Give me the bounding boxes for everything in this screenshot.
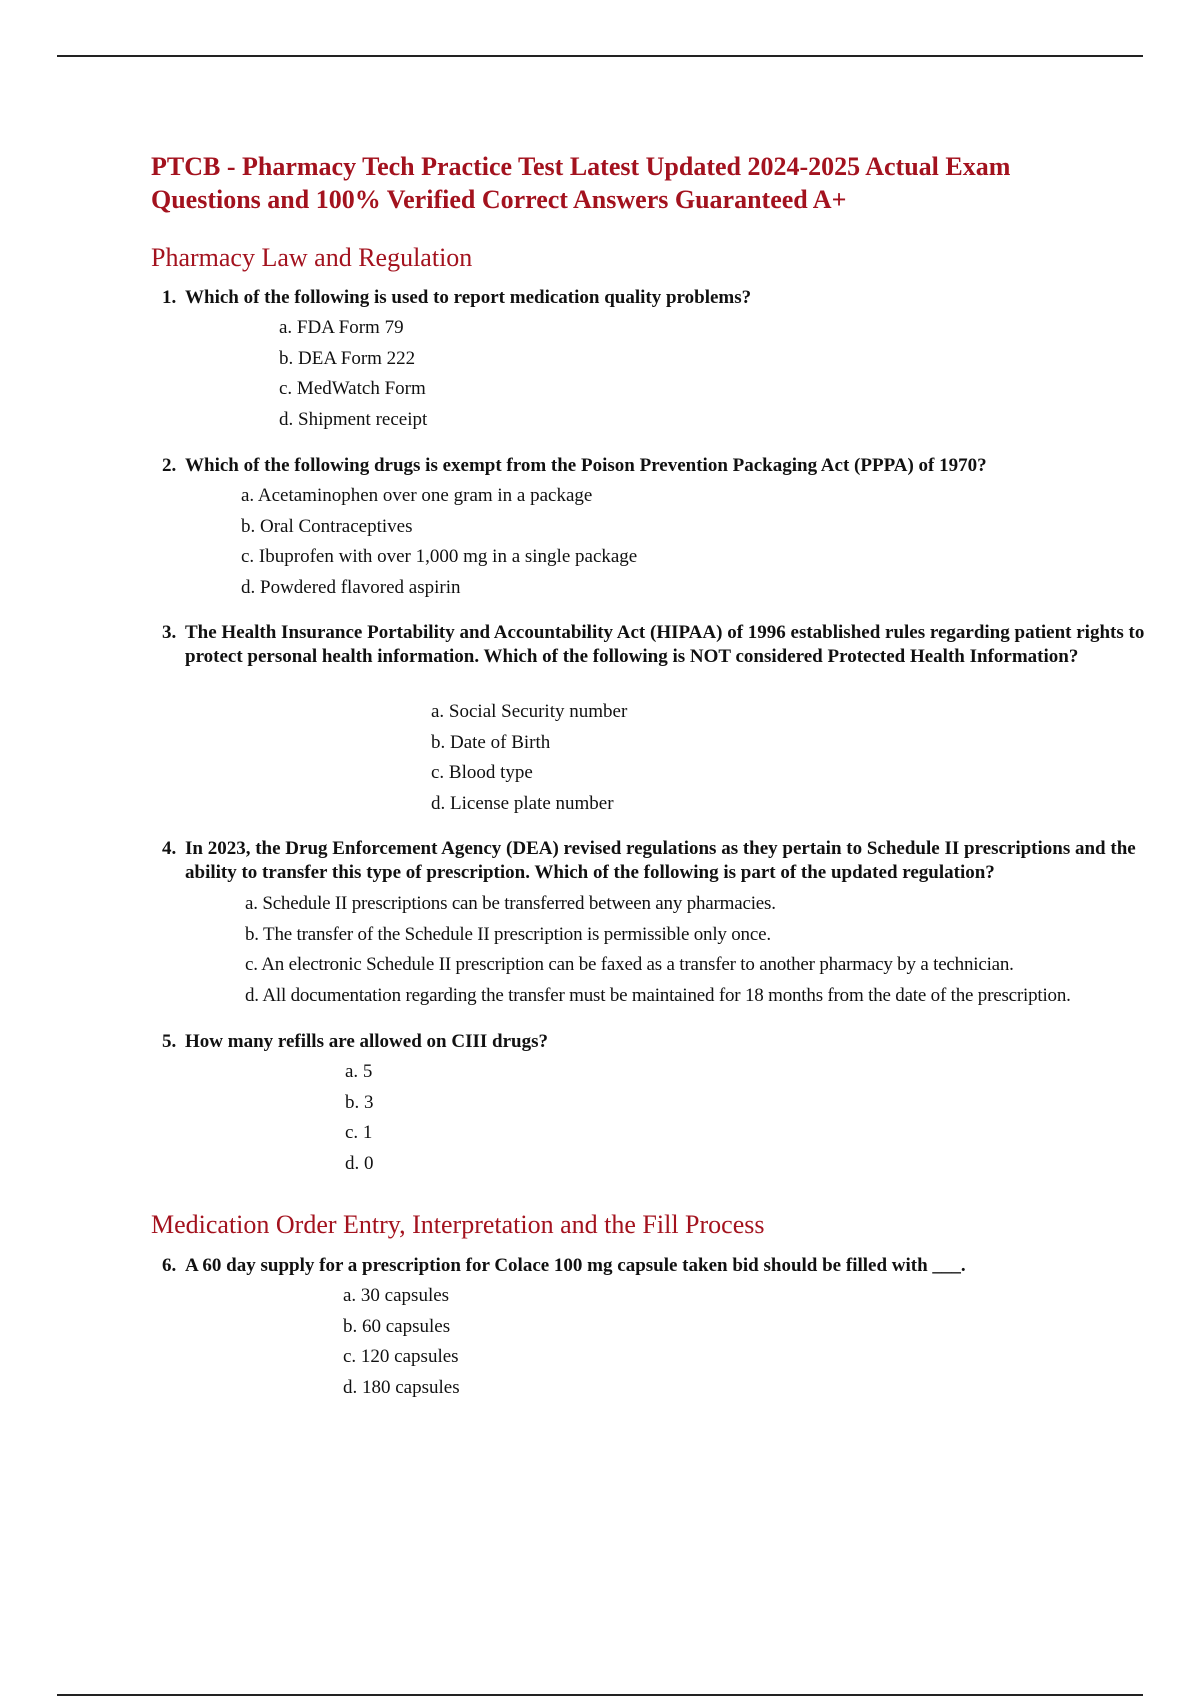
option-a: a. FDA Form 79 — [279, 317, 404, 338]
question-2 — [162, 454, 1142, 478]
question-number: 3. — [162, 622, 177, 643]
question-5-options — [345, 1057, 374, 1179]
option-b: b. 3 — [345, 1091, 374, 1113]
question-text: How many refills are allowed on CIII drugs? — [185, 1031, 548, 1052]
question-2-options — [241, 481, 637, 603]
question-text: Which of the following is used to report medication quality problems? — [185, 287, 752, 308]
option-d: d. 180 capsules — [343, 1376, 460, 1398]
question-text: A 60 day supply for a prescription for Colace 100 mg capsule taken bid should be filled with ___. — [185, 1255, 966, 1276]
option-b: b. 60 capsules — [343, 1315, 451, 1337]
question-5 — [162, 1030, 1142, 1054]
option-a: a. Acetaminophen over one gram in a package — [241, 485, 593, 506]
section-heading-medication-order-entry: Medication Order Entry, Interpretation and the Fill Process — [151, 1210, 765, 1239]
question-number: 2. — [162, 455, 177, 476]
question-text: The Health Insurance Portability and Accountability Act (HIPAA) of 1996 established rules regarding patient rights to protect personal health information. Which of the following is NOT considered Protected Health Information? — [185, 622, 1145, 667]
option-c: c. Ibuprofen with over 1,000 mg in a single package — [241, 546, 638, 567]
question-number: 4. — [162, 838, 177, 859]
option-b: b. Date of Birth — [431, 731, 551, 753]
question-1-options — [279, 313, 427, 435]
question-number: 5. — [162, 1031, 177, 1052]
question-3-options — [431, 697, 627, 819]
question-1 — [162, 286, 1142, 310]
question-text: Which of the following drugs is exempt from the Poison Prevention Packaging Act (PPPA) of 1970? — [185, 455, 987, 476]
option-c: c. An electronic Schedule II prescription can be faxed as a transfer to another pharmacy by a technician. — [245, 954, 1014, 975]
option-c: c. Blood type — [431, 762, 533, 783]
question-6 — [162, 1254, 1142, 1278]
top-rule — [57, 55, 1143, 57]
option-d: d. Shipment receipt — [279, 408, 428, 430]
bottom-rule — [57, 1694, 1143, 1696]
option-b: b. The transfer of the Schedule II prescription is permissible only once. — [245, 923, 771, 945]
option-c: c. MedWatch Form — [279, 378, 426, 399]
question-number: 6. — [162, 1255, 177, 1276]
question-6-options — [343, 1281, 460, 1403]
option-a: a. 30 capsules — [343, 1285, 450, 1306]
option-c: c. 120 capsules — [343, 1346, 459, 1367]
option-d: d. 0 — [345, 1152, 374, 1174]
option-d: d. Powdered flavored aspirin — [241, 576, 461, 598]
question-3 — [162, 621, 1180, 669]
question-text: In 2023, the Drug Enforcement Agency (DEA) revised regulations as they pertain to Schedule II prescriptions and the ability to transfer this type of prescription. Which of the following is part of the updated regulation? — [185, 838, 1136, 883]
option-b: b. DEA Form 222 — [279, 347, 416, 369]
option-a: a. 5 — [345, 1061, 373, 1082]
option-a: a. Social Security number — [431, 701, 628, 722]
option-d: d. All documentation regarding the transfer must be maintained for 18 months from the date of the prescription. — [245, 984, 1071, 1006]
option-b: b. Oral Contraceptives — [241, 515, 413, 537]
option-d: d. License plate number — [431, 792, 614, 814]
question-number: 1. — [162, 287, 177, 308]
section-heading-pharmacy-law: Pharmacy Law and Regulation — [151, 243, 473, 272]
option-a: a. Schedule II prescriptions can be transferred between any pharmacies. — [245, 893, 776, 914]
question-4-options — [245, 889, 1071, 1011]
document-title: PTCB - Pharmacy Tech Practice Test Latest Updated 2024-2025 Actual Exam Questions and 100% Verified Correct Answers Guaranteed A+ — [151, 152, 1011, 214]
question-4 — [162, 837, 1180, 885]
option-c: c. 1 — [345, 1122, 373, 1143]
